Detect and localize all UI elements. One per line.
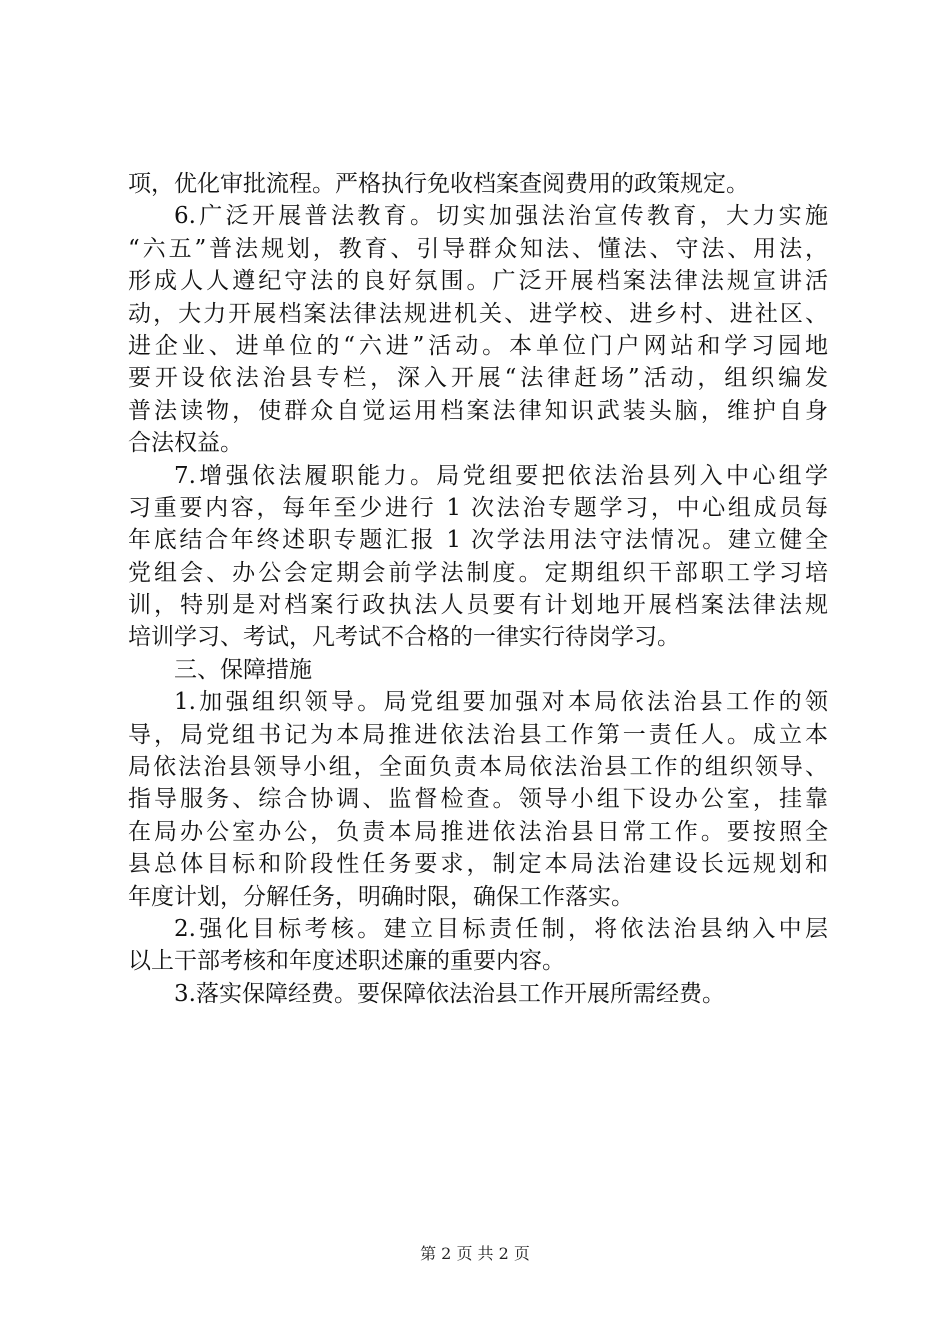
- paragraph-line: 1.加强组织领导。局党组要加强对本局依法治县工作的领: [174, 689, 828, 716]
- paragraph-line: 指导服务、综合协调、监督检查。领导小组下设办公室，挂靠: [128, 786, 828, 813]
- paragraph-line: 年底结合年终述职专题汇报 1 次学法用法守法情况。建立健全: [128, 527, 828, 554]
- paragraph-line: 动，大力开展档案法律法规进机关、进学校、进乡村、进社区、: [128, 300, 828, 327]
- paragraph-line: 6.广泛开展普法教育。切实加强法治宣传教育，大力实施: [174, 203, 828, 230]
- paragraph-line: 进企业、进单位的“六进”活动。本单位门户网站和学习园地: [128, 332, 828, 359]
- paragraph-line: 3.落实保障经费。要保障依法治县工作开展所需经费。: [174, 980, 725, 1007]
- paragraph-line: 形成人人遵纪守法的良好氛围。广泛开展档案法律法规宣讲活: [128, 268, 828, 295]
- paragraph-line: “六五”普法规划，教育、引导群众知法、懂法、守法、用法，: [128, 235, 828, 262]
- paragraph-line: 要开设依法治县专栏，深入开展“法律赶场”活动，组织编发: [128, 365, 828, 392]
- paragraph-line: 培训学习、考试，凡考试不合格的一律实行待岗学习。: [128, 624, 680, 651]
- paragraph-line: 普法读物，使群众自觉运用档案法律知识武装头脑，维护自身: [128, 397, 828, 424]
- paragraph-line: 年度计划，分解任务，明确时限，确保工作落实。: [128, 883, 634, 910]
- page-number-footer: 第 2 页 共 2 页: [420, 1244, 530, 1263]
- paragraph-line: 局依法治县领导小组，全面负责本局依法治县工作的组织领导、: [128, 754, 828, 781]
- paragraph-line: 项，优化审批流程。严格执行免收档案查阅费用的政策规定。: [128, 171, 749, 197]
- paragraph-line: 7.增强依法履职能力。局党组要把依法治县列入中心组学: [174, 462, 828, 489]
- paragraph-line: 党组会、办公会定期会前学法制度。定期组织干部职工学习培: [128, 559, 828, 586]
- paragraph-line: 在局办公室办公，负责本局推进依法治县日常工作。要按照全: [128, 818, 828, 845]
- paragraph-line: 训，特别是对档案行政执法人员要有计划地开展档案法律法规: [128, 592, 828, 619]
- paragraph-line: 以上干部考核和年度述职述廉的重要内容。: [128, 948, 565, 975]
- paragraph-line: 县总体目标和阶段性任务要求，制定本局法治建设长远规划和: [128, 851, 828, 878]
- section-heading: 三、保障措施: [174, 656, 312, 683]
- paragraph-line: 2.强化目标考核。建立目标责任制，将依法治县纳入中层: [174, 915, 828, 942]
- document-body: [128, 168, 828, 1010]
- paragraph-line: 合法权益。: [128, 430, 243, 457]
- paragraph-line: 导，局党组书记为本局推进依法治县工作第一责任人。成立本: [128, 721, 828, 748]
- paragraph-line: 习重要内容，每年至少进行 1 次法治专题学习，中心组成员每: [128, 494, 828, 521]
